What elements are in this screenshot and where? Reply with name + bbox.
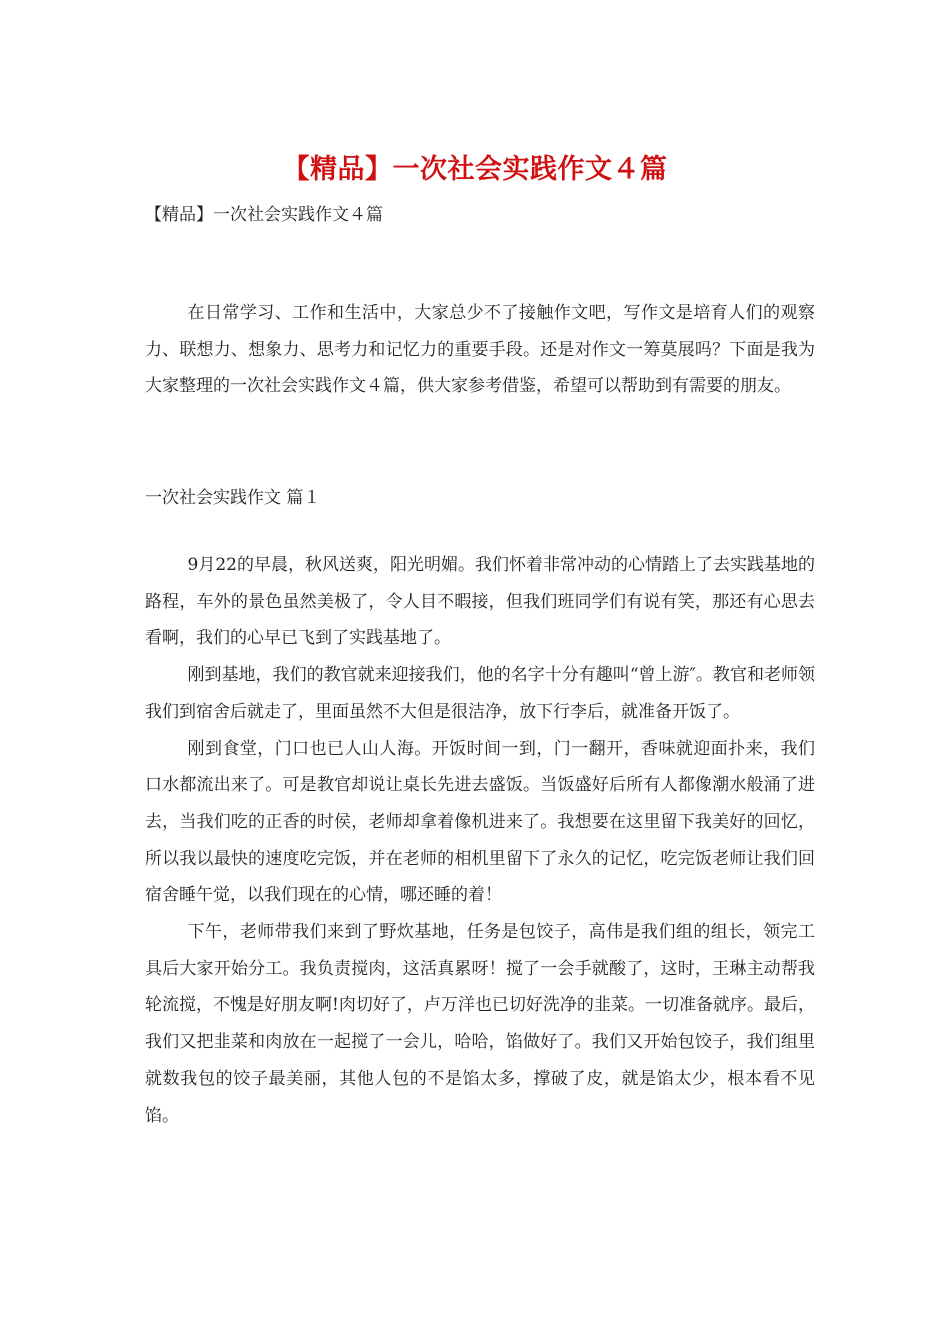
document-title: 【精品】一次社会实践作文４篇: [282, 154, 668, 185]
essay-body: [145, 547, 815, 1134]
document-subtitle: 【精品】一次社会实践作文４篇: [145, 205, 383, 225]
intro-paragraph: 在日常学习、工作和生活中，大家总少不了接触作文吧，写作文是培育人们的观察力、联想力、想象力、思考力和记忆力的重要手段。还是对作文一筹莫展吗？下面是我为大家整理的一次社会实践作文４篇，供大家参考借鉴，希望可以帮助到有需要的朋友。: [145, 303, 815, 397]
intro-section: [145, 295, 815, 405]
essay-paragraph-4: 下午，老师带我们来到了野炊基地，任务是包饺子，高伟是我们组的组长，领完工具后大家开始分工。我负责搅肉，这活真累呀！搅了一会手就酸了，这时，王琳主动帮我轮流搅，不愧是好朋友啊!肉切好了，卢万洋也已切好洗净的韭菜。一切准备就序。最后，我们又把韭菜和肉放在一起搅了一会儿，哈哈，馅做好了。我们又开始包饺子，我们组里就数我包的饺子最美丽，其他人包的不是馅太多，撑破了皮，就是馅太少，根本看不见馅。: [145, 922, 815, 1126]
essay-paragraph-3: 刚到食堂，门口也已人山人海。开饭时间一到，门一翻开，香味就迎面扑来，我们口水都流出来了。可是教官却说让桌长先进去盛饭。当饭盛好后所有人都像潮水般涌了进去，当我们吃的正香的时侯，老师却拿着像机进来了。我想要在这里留下我美好的回忆，所以我以最快的速度吃完饭，并在老师的相机里留下了永久的记忆，吃完饭老师让我们回宿舍睡午觉，以我们现在的心情，哪还睡的着！: [145, 738, 815, 906]
essay-paragraph-1: 9月22的早晨，秋风送爽，阳光明媚。我们怀着非常冲动的心情踏上了去实践基地的路程，车外的景色虽然美极了，令人目不暇接，但我们班同学们有说有笑，那还有心思去看啊，我们的心早已飞到了实践基地了。: [145, 555, 815, 649]
essay-paragraph-2: 刚到基地，我们的教官就来迎接我们，他的名字十分有趣叫“曾上游″。教官和老师领我们到宿舍后就走了，里面虽然不大但是很洁净，放下行李后，就准备开饭了。: [145, 665, 815, 722]
section-heading: 一次社会实践作文 篇１: [145, 488, 321, 508]
